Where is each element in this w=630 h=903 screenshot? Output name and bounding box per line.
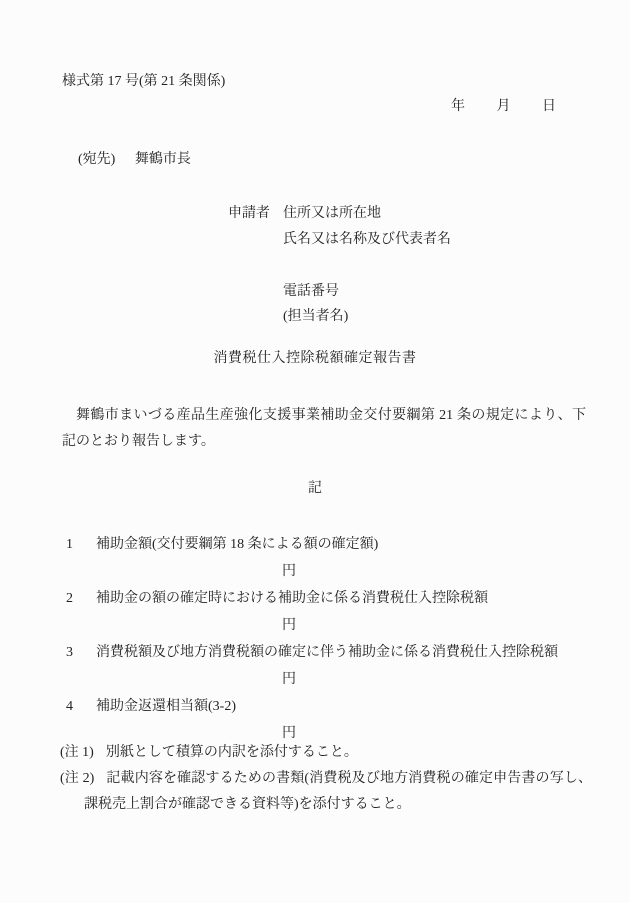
note-1-text: 別紙として積算の内訳を添付すること。 (105, 745, 358, 760)
item-2-unit: 円 (282, 618, 296, 633)
item-row-4 (66, 693, 566, 720)
item-1-label: 補助金額(交付要綱第 18 条による額の確定額) (96, 537, 379, 552)
addressee-name: 舞鶴市長 (134, 152, 191, 167)
date-line (451, 97, 556, 117)
note-2-text: 記載内容を確認するための書類(消費税及び地方消費税の確定申告書の写し、課税売上割合が確認できる資料等)を添付すること。 (84, 771, 592, 812)
addressee-prefix: (宛先) (78, 152, 116, 167)
applicant-address-label: 住所又は所在地 (283, 206, 381, 221)
item-1-unit: 円 (282, 564, 296, 579)
item-4-unit: 円 (282, 726, 296, 741)
form-number: 様式第 17 号(第 21 条関係) (62, 74, 226, 89)
document-title: 消費税仕入控除税額確定報告書 (213, 351, 417, 366)
addressee-line (78, 150, 191, 170)
item-3-number: 3 (66, 645, 73, 660)
date-year-label: 年 (451, 99, 465, 114)
item-4-label: 補助金返還相当額(3-2) (96, 699, 236, 714)
item-4-number: 4 (66, 699, 73, 714)
applicant-label: 申請者 (228, 206, 270, 221)
applicant-contact-label: (担当者名) (283, 309, 349, 324)
item-3-label: 消費税額及び地方消費税額の確定に伴う補助金に係る消費税仕入控除税額 (96, 645, 558, 660)
note-1-label: (注 1) (60, 745, 94, 760)
item-3-unit: 円 (282, 672, 296, 687)
ki-label: 記 (308, 481, 322, 496)
note-1 (60, 740, 592, 766)
item-2-label: 補助金の額の確定時における補助金に係る消費税仕入控除税額 (96, 591, 488, 606)
date-month-label: 月 (496, 99, 511, 114)
date-day-label: 日 (542, 99, 556, 114)
applicant-phone-label: 電話番号 (283, 284, 339, 299)
applicant-name-label: 氏名又は名称及び代表者名 (283, 232, 451, 247)
body-paragraph: 舞鶴市まいづる産品生産強化支援事業補助金交付要綱第 21 条の規定により、下記のとおり報告します。 (62, 408, 586, 449)
item-1-number: 1 (66, 537, 73, 552)
item-row-2 (66, 585, 566, 612)
note-2 (60, 766, 592, 818)
item-2-number: 2 (66, 591, 73, 606)
note-2-label: (注 2) (60, 771, 95, 786)
notes-section (60, 740, 592, 818)
item-row-3 (66, 639, 566, 666)
item-row-1 (66, 531, 566, 558)
items-section (66, 531, 566, 747)
